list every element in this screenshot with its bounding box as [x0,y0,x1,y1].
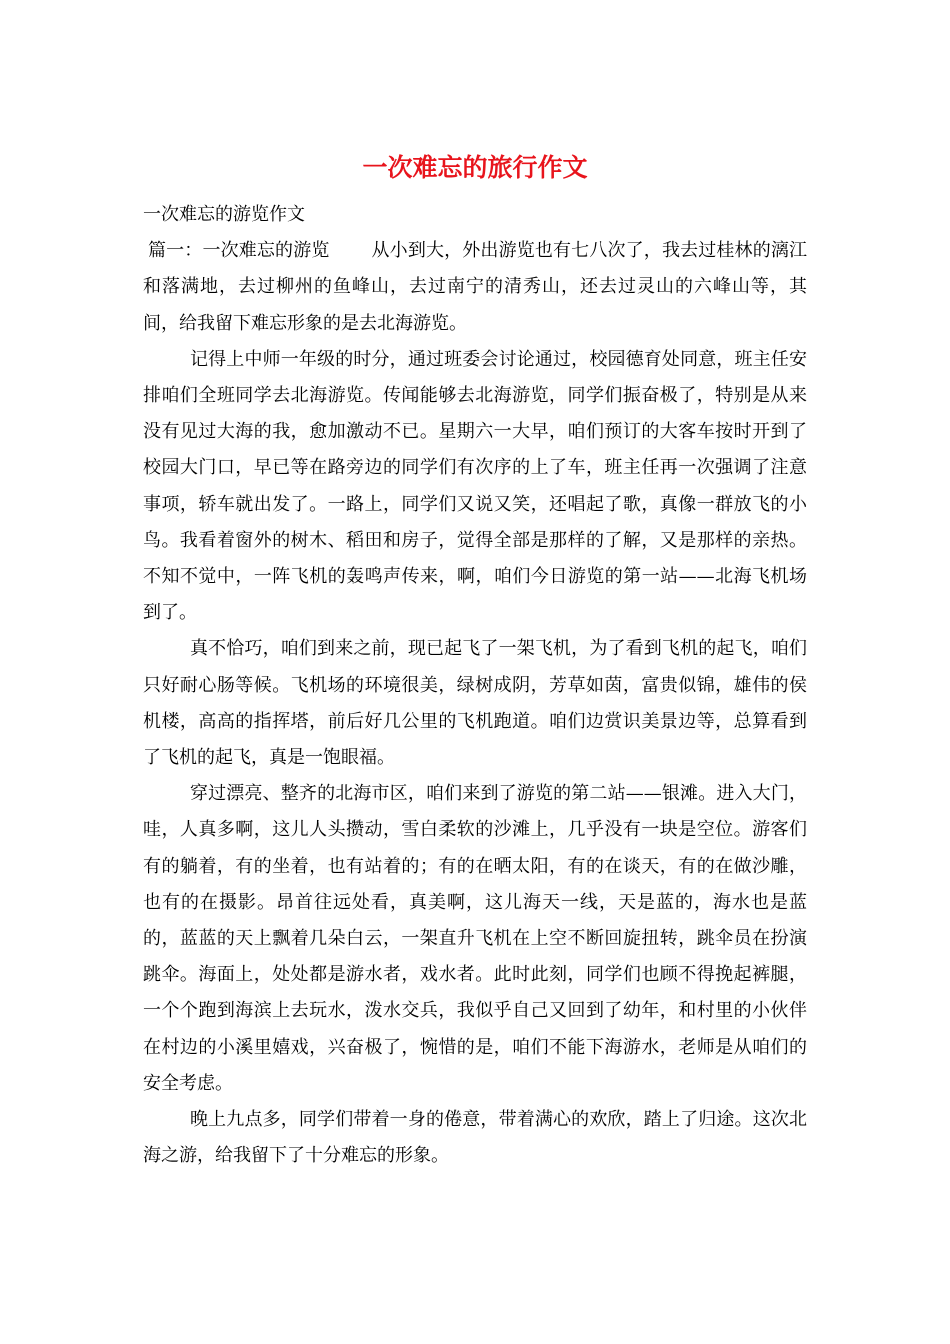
paragraph: 记得上中师一年级的时分，通过班委会讨论通过，校园德育处同意，班主任安排咱们全班同学去北海游览。传闻能够去北海游览，同学们振奋极了，特别是从来没有见过大海的我，愈加激动不已。星期六一大早，咱们预订的大客车按时开到了校园大门口，早已等在路旁边的同学们有次序的上了车，班主任再一次强调了注意事项，轿车就出发了。一路上，同学们又说又笑，还唱起了歌，真像一群放飞的小鸟。我看着窗外的树木、稻田和房子，觉得全部是那样的了解，又是那样的亲热。不知不觉中，一阵飞机的轰鸣声传来，啊，咱们今日游览的第一站——北海飞机场到了。 [143,348,807,624]
document-body [143,197,807,1174]
first-paragraph-text: 从小到大，外出游览也有七八次了，我去过桂林的漓江和落满地，去过柳州的鱼峰山，去过南宁的清秀山，还去过灵山的六峰山等，其间，给我留下难忘形象的是去北海游览。 [143,240,807,334]
paragraph: 穿过漂亮、整齐的北海市区，咱们来到了游览的第二站——银滩。进入大门，哇，人真多啊，这儿人头攒动，雪白柔软的沙滩上，几乎没有一块是空位。游客们有的躺着，有的坐着，也有站着的；有的在晒太阳，有的在谈天，有的在做沙雕，也有的在摄影。昂首往远处看，真美啊，这儿海天一线，天是蓝的，海水也是蓝的，蓝蓝的天上飘着几朵白云，一架直升飞机在上空不断回旋扭转，跳伞员在扮演跳伞。海面上，处处都是游水者，戏水者。此时此刻，同学们也顾不得挽起裤腿，一个个跑到海滨上去玩水，泼水交兵，我似乎自己又回到了幼年，和村里的小伙伴在村边的小溪里嬉戏，兴奋极了，惋惜的是，咱们不能下海游水，老师是从咱们的安全考虑。 [143,783,807,1094]
document-title: 一次难忘的旅行作文 [362,153,588,182]
paragraph: 真不恰巧，咱们到来之前，现已起飞了一架飞机，为了看到飞机的起飞，咱们只好耐心肠等候。飞机场的环境很美，绿树成阴，芳草如茵，富贵似锦，雄伟的侯机楼，高高的指挥塔，前后好几公里的飞机跑道。咱们边赏识美景边等，总算看到了飞机的起飞，真是一饱眼福。 [143,638,807,769]
paragraph: 晚上九点多，同学们带着一身的倦意，带着满心的欢欣，踏上了归途。这次北海之游，给我留下了十分难忘的形象。 [143,1109,807,1167]
section-heading: 篇一：一次难忘的游览 [148,240,330,262]
first-paragraph [143,233,807,342]
document-subtitle: 一次难忘的游览作文 [143,204,305,225]
